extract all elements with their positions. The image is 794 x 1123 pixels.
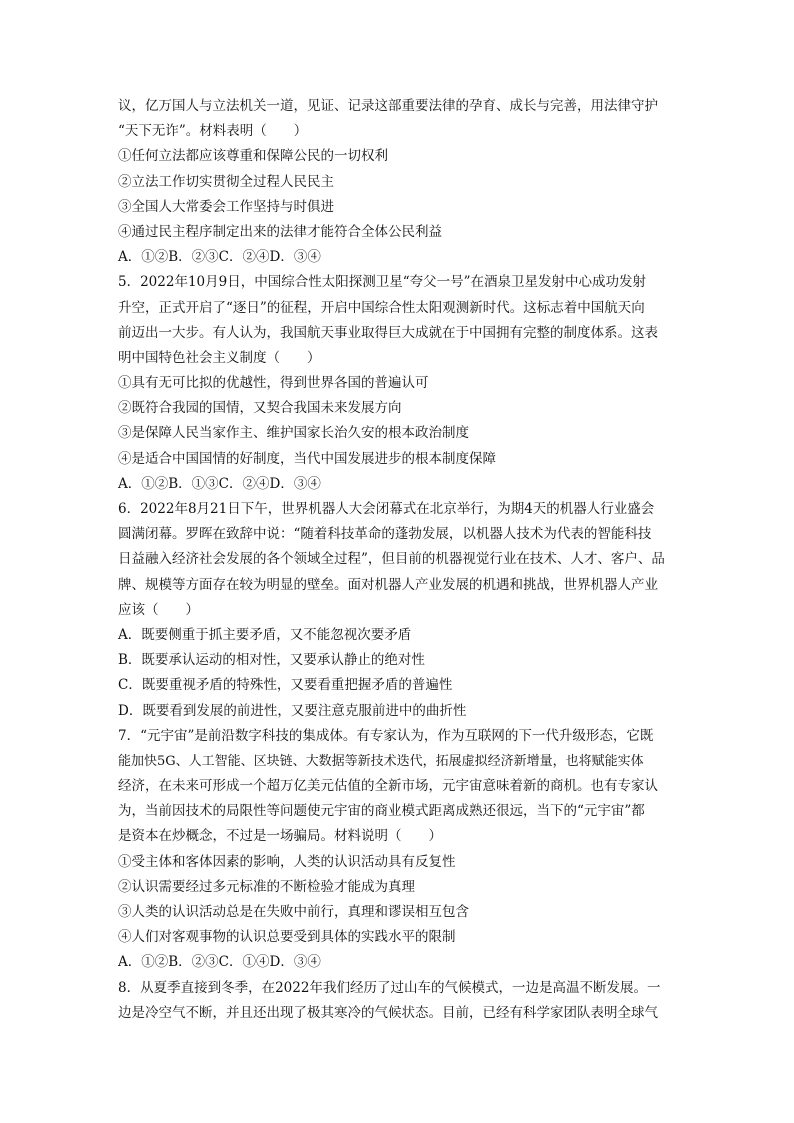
option-line: ④是适合中国国情的好制度，当代中国发展进步的根本制度保障 — [118, 450, 496, 467]
question-8: 8．从夏季直接到冬季，在2022年我们经历了过山车的气候模式，一边是高温不断发展。一 — [118, 979, 661, 996]
option-line: ③全国人大常委会工作坚持与时俱进 — [118, 198, 334, 215]
text-line: 圆满闭幕。罗晖在致辞中说：“随着科技革命的蓬勃发展，以机器人技术为代表的智能科技 — [118, 526, 652, 543]
document-page — [118, 94, 680, 1026]
text-line: 明中国特色社会主义制度（ ） — [118, 349, 321, 366]
option-line: ④通过民主程序制定出来的法律才能符合全体公民利益 — [118, 223, 442, 240]
option-line: ②认识需要经过多元标准的不断检验才能成为真理 — [118, 878, 415, 895]
answer-choices: A．①②B．①③C．②④D．③④ — [118, 475, 321, 492]
text-line: “天下无诈”。材料表明（ ） — [118, 123, 308, 140]
text-line: 能加快5G、人工智能、区块链、大数据等新技术迭代，拓展虚拟经济新增量，也将赋能实体 — [118, 753, 644, 769]
option-line: ②立法工作切实贯彻全过程人民民主 — [118, 173, 334, 190]
question-5: 5．2022年10月9日，中国综合性太阳探测卫星“夸父一号”在酒泉卫星发射中心成功发射 — [118, 274, 647, 291]
option-line: ①受主体和客体因素的影响，人类的认识活动具有反复性 — [118, 853, 456, 870]
option-line: C．既要重视矛盾的特殊性，又要看重把握矛盾的普遍性 — [118, 677, 453, 694]
text-line: 应该（ ） — [118, 601, 199, 618]
text-line: 是资本在炒概念，不过是一场骗局。材料说明（ ） — [118, 828, 442, 845]
answer-choices: A．①②B．②③C．②④D．③④ — [118, 249, 321, 266]
option-line: ③是保障人民当家作主、维护国家长治久安的根本政治制度 — [118, 425, 469, 442]
option-line: ②既符合我园的国情，又契合我国未来发展方向 — [118, 400, 402, 417]
option-line: B．既要承认运动的相对性，又要承认静止的绝对性 — [118, 652, 425, 669]
text-line: 前迈出一大步。有人认为，我国航天事业取得巨大成就在于中国拥有完整的制度体系。这表 — [118, 324, 658, 341]
text-line: 日益融入经济社会发展的各个领域全过程”，但目前的机器视觉行业在技术、人才、客户、品 — [118, 551, 665, 568]
text-line: 升空，正式开启了“逐日”的征程，开启中国综合性太阳观测新时代。这标志着中国航天向 — [118, 299, 645, 316]
option-line: ③人类的认识活动总是在失败中前行，真理和谬误相互包含 — [118, 904, 469, 920]
answer-choices: A．①②B．②③C．①④D．③④ — [118, 954, 321, 971]
option-line: A．既要侧重于抓主要矛盾，又不能忽视次要矛盾 — [118, 626, 412, 643]
text-line: 牌、规模等方面存在较为明显的壁垒。面对机器人产业发展的机遇和挑战，世界机器人产业 — [118, 576, 658, 593]
text-line: 为，当前因技术的局限性等问题使元宇宙的商业模式距离成熟还很远，当下的“元宇宙”都 — [118, 803, 645, 820]
text-line: 议，亿万国人与立法机关一道，见证、记录这部重要法律的孕育、成长与完善，用法律守护 — [118, 98, 658, 114]
text-line: 经济，在未来可形成一个超万亿美元估值的全新市场，元宇宙意味着新的商机。也有专家认 — [118, 778, 658, 795]
question-7: 7．“元宇宙”是前沿数字科技的集成体。有专家认为，作为互联网的下一代升级形态，它既 — [118, 727, 654, 744]
question-6: 6．2022年8月21日下午，世界机器人大会闭幕式在北京举行，为期4天的机器人行业盛会 — [118, 501, 655, 517]
option-line: D．既要看到发展的前进性，又要注意克服前进中的曲折性 — [118, 702, 467, 719]
option-line: ①具有无可比拟的优越性，得到世界各国的普遍认可 — [118, 375, 429, 392]
option-line: ④人们对客观事物的认识总要受到具体的实践水平的限制 — [118, 929, 456, 946]
option-line: ①任何立法都应该尊重和保障公民的一切权利 — [118, 148, 388, 165]
text-line: 边是冷空气不断，并且还出现了极其寒冷的气候状态。目前，已经有科学家团队表明全球气 — [118, 1004, 658, 1021]
